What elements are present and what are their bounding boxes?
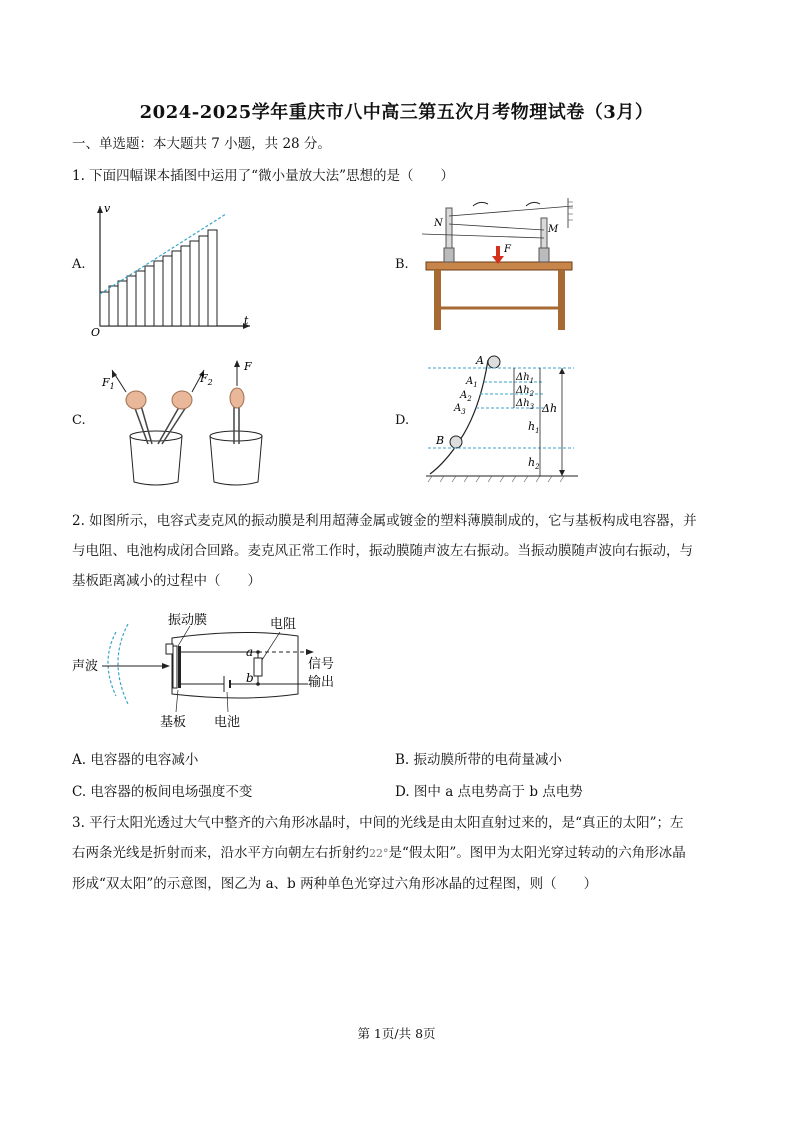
figure-c-buckets — [96, 356, 276, 488]
axis-t-label: t — [244, 314, 249, 327]
resistor-label: 电阻 — [270, 617, 297, 632]
delta-h-label: Δh — [542, 402, 558, 415]
q2-option-c: C. 电容器的板间电场强度不变 — [72, 784, 253, 800]
option-c-label: C. — [72, 413, 86, 428]
delta-h2-label: $\Delta h_2$ — [516, 385, 535, 398]
page-footer: 第 1页/共 8页 — [357, 1026, 436, 1041]
q2-option-b: B. 振动膜所带的电荷量减小 — [395, 752, 563, 768]
force-f-label: F — [504, 244, 511, 255]
point-b-label: b — [246, 671, 254, 685]
option-d-label: D. — [395, 413, 410, 428]
page-title: 2024-2025学年重庆市八中高三第五次月考物理试卷（3月） — [139, 102, 654, 123]
signal-label-2: 输出 — [308, 675, 335, 690]
figure-a-vt-graph — [88, 198, 258, 338]
option-b-label: B. — [395, 257, 409, 272]
force-f2-label: $F_2$ — [200, 372, 213, 387]
point-a-label: a — [246, 645, 254, 659]
point-a2-label: $A_2$ — [460, 390, 472, 403]
membrane-label: 振动膜 — [168, 613, 208, 628]
h1-label: $h_1$ — [528, 420, 540, 435]
force-f1-label: $F_1$ — [102, 376, 115, 391]
signal-label-1: 信号 — [308, 657, 335, 672]
point-a3-label: $A_3$ — [454, 403, 466, 416]
option-a-label: A. — [72, 257, 86, 272]
axis-v-label: v — [104, 202, 111, 215]
mirror-m-label: M — [548, 224, 559, 235]
section-heading: 一、单选题：本大题共 7 小题，共 28 分。 — [72, 136, 331, 152]
figure-b-table-mirror — [418, 194, 588, 334]
delta-h3-label: $\Delta h_3$ — [516, 398, 535, 411]
question-2-stem: 2. 如图所示，电容式麦克风的振动膜是利用超薄金属或镀金的塑料薄膜制成的，它与基板构成电容器，并 与电阻、电池构成闭合回路。麦克风正常工作时，振动膜随声波左右振动。当振动膜随声波向右振动，与 基板距离减小的过程中（ ） — [72, 513, 697, 589]
figure-capacitor-microphone — [72, 602, 342, 734]
origin-label: O — [91, 326, 101, 338]
point-a1-label: $A_1$ — [466, 376, 478, 389]
q2-option-d: D. 图中 a 点电势高于 b 点电势 — [395, 784, 583, 800]
plate-label: 基板 — [160, 715, 187, 730]
point-a-label: A — [476, 354, 484, 367]
h2-label: $h_2$ — [528, 456, 540, 471]
battery-label: 电池 — [214, 715, 241, 730]
figure-d-heights — [424, 350, 584, 486]
delta-h1-label: $\Delta h_1$ — [516, 372, 535, 385]
angle-22: 22° — [369, 847, 389, 860]
question-1-stem: 1. 下面四幅课本插图中运用了“微小量放大法”思想的是（ ） — [72, 168, 454, 184]
force-f-label: F — [244, 360, 252, 373]
point-b-label: B — [436, 434, 445, 447]
q2-option-a: A. 电容器的电容减小 — [72, 752, 199, 768]
mirror-n-label: N — [434, 218, 443, 229]
question-3-stem: 3. 平行太阳光透过大气中整齐的六角形冰晶时，中间的光线是由太阳直射过来的，是“真正的太阳”；左 右两条光线是折射而来，沿水平方向朝左右折射约22°是“假太阳”。图甲为太阳光穿过转动的六角形冰晶 形成“双太阳”的示意图，图乙为 a、b 两种单色光穿过六角形冰晶的过程图，则（ ） — [72, 815, 686, 892]
sound-wave-label: 声波 — [72, 659, 99, 674]
